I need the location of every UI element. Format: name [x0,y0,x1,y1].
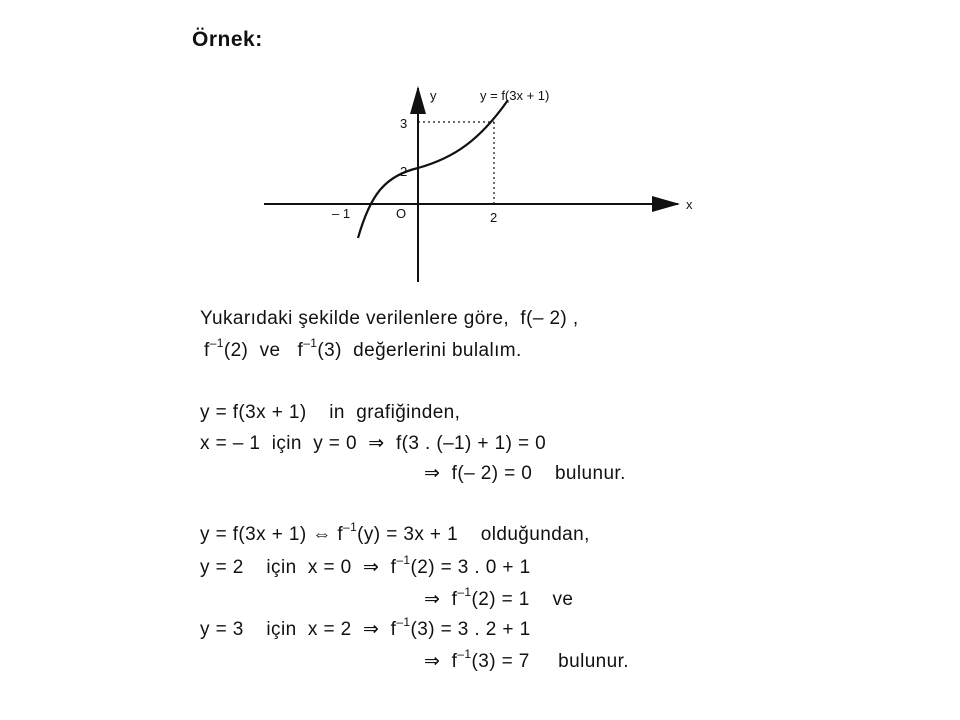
solution2-line-5: ⇒ $f^{-1}(3) = 7$ bulunur. [424,647,629,672]
solution2-line-2: y = 2 için x = 0 ⇒ $f^{-1}(2) = 3$ . 0 + 1 [200,553,531,578]
solution1-line-3: ⇒ f(– 2) = 0 bulunur. [424,463,626,484]
problem-line-2: $f^{-1}(2)$ ve $f^{-1}(3)$ değerlerini bulalım. [204,336,522,361]
solution2-line-3: ⇒ $f^{-1}(2) = 1$ ve [424,585,574,610]
tick-label-x-2: 2 [490,210,498,225]
solution2-line-4: y = 3 için x = 2 ⇒ $f^{-1}(3) = 3$ . 2 + 1 [200,615,531,640]
origin-label: O [396,206,407,221]
function-curve [358,100,508,238]
solution1-line-2: x = – 1 için y = 0 ⇒ f(3 . (–1) + 1) = 0 [200,433,547,454]
problem-line-1: Yukarıdaki şekilde verilenlere göre, f(– 2) , [200,308,579,329]
tick-label-y-3: 3 [400,116,408,131]
y-axis-label: y [430,88,437,103]
solution1-line-1: y = f(3x + 1) in grafiğinden, [200,402,461,423]
example-title: Örnek: [192,28,263,51]
curve-label: y = f(3x + 1) [480,88,550,103]
x-axis-label: x [686,197,693,212]
tick-label-x-neg1: – 1 [332,206,351,221]
solution2-line-1: y = f(3x + 1) ⇔ $f^{-1}(y) = 3x + 1$ olduğundan, [200,520,590,545]
tick-label-y-2: 2 [400,164,408,179]
